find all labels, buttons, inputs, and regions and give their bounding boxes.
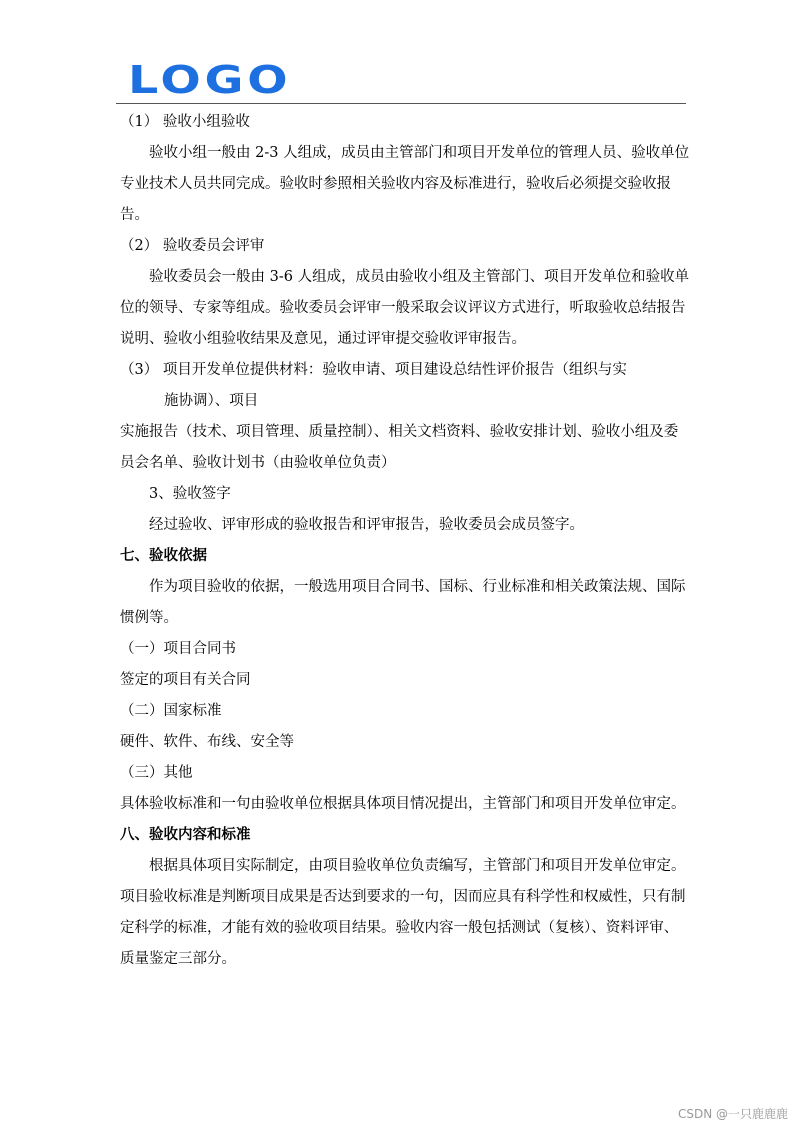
watermark: CSDN @一只鹿鹿鹿 [677, 1107, 788, 1121]
paragraph-acceptance-basis: 作为项目验收的依据，一般选用项目合同书、国标、行业标准和相关政策法规、国际惯例等。 [120, 579, 686, 626]
section-title-committee-review: （2） 验收委员会评审 [120, 238, 265, 254]
logo: LOGO [128, 58, 292, 102]
paragraph-acceptance-content: 根据具体项目实际制定，由项目验收单位负责编写，主管部门和项目开发单位审定。项目验收标准是判断项目成果是否达到要求的一句，因而应具有科学性和权威性，只有制定科学的标准，才能有效的验收项目结果。验收内容一般包括测试（复核）、资料评审、质量鉴定三部分。 [120, 858, 686, 967]
page-header [0, 0, 800, 110]
basis-title-other: （三）其他 [120, 765, 193, 781]
paragraph-signature: 经过验收、评审形成的验收报告和评审报告，验收委员会成员签字。 [149, 517, 584, 533]
section-title-signature: 3、验收签字 [149, 486, 231, 502]
document-body [120, 107, 690, 975]
section-title-group-acceptance: （1） 验收小组验收 [120, 114, 250, 130]
header-divider [116, 103, 686, 104]
paragraph-committee-review: 验收委员会一般由 3-6 人组成，成员由验收小组及主管部门、项目开发单位和验收单位的领导、专家等组成。验收委员会评审一般采取会议评议方式进行，听取验收总结报告说明、验收小组验收结果及意见，通过评审提交验收评审报告。 [120, 269, 690, 347]
basis-text-national-standard: 硬件、软件、布线、安全等 [120, 734, 294, 750]
paragraph-group-acceptance: 验收小组一般由 2-3 人组成，成员由主管部门和项目开发单位的管理人员、验收单位专业技术人员共同完成。验收时参照相关验收内容及标准进行，验收后必须提交验收报告。 [120, 145, 690, 223]
basis-title-national-standard: （二）国家标准 [120, 703, 222, 719]
heading-acceptance-content: 八、验收内容和标准 [120, 827, 251, 843]
heading-acceptance-basis: 七、验收依据 [120, 548, 207, 564]
section-title-materials: （3） 项目开发单位提供材料：验收申请、项目建设总结性评价报告（组织与实 [120, 362, 627, 378]
basis-title-contract: （一）项目合同书 [120, 641, 236, 657]
paragraph-materials: 实施报告（技术、项目管理、质量控制）、相关文档资料、验收安排计划、验收小组及委员会名单、验收计划书（由验收单位负责） [120, 424, 679, 471]
basis-text-contract: 签定的项目有关合同 [120, 672, 251, 688]
section-title-materials-cont: 施协调）、项目 [164, 393, 259, 409]
basis-text-other: 具体验收标准和一句由验收单位根据具体项目情况提出，主管部门和项目开发单位审定。 [120, 796, 686, 812]
